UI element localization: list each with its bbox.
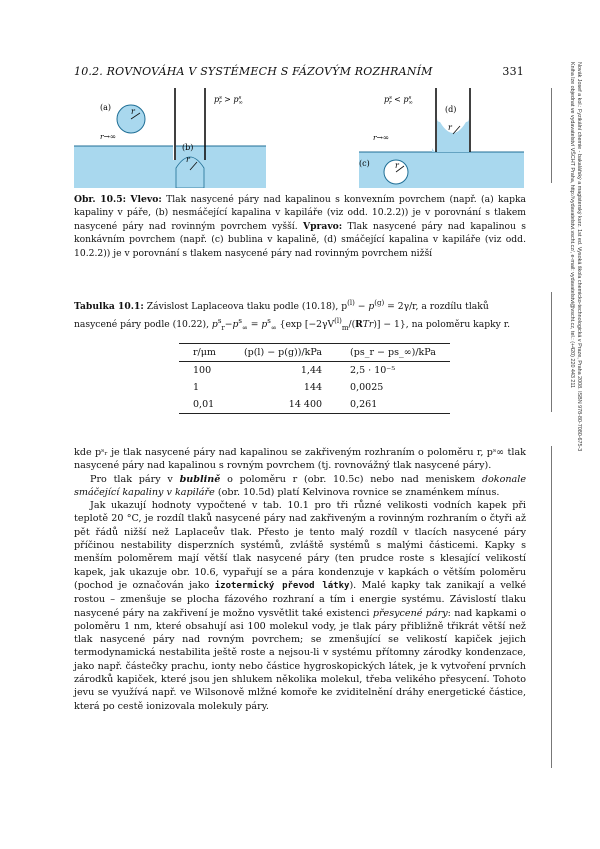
label-a: (a) (100, 103, 112, 112)
citation-line-1: Novák Josef a kol.: Fyzikální chemie - bakalářský a magisterský kurz. 1st ed. Vysoká škola chemicko-technologická v Praze, Praha 2008. ISBN 978-80-7080-675-3 (576, 62, 582, 452)
table-cell: 0,0025 (350, 382, 384, 393)
caption-left-text: Tlak nasycené páry nad kapalinou s konvexním povrchem (např. (a) kapka kapaliny v páře, (b) nesmáčející kapalina v kapiláře (viz odd. 10.2.2)) je v porovnání s tlakem nasycené páry nad rovinným povrchem vyšší. (74, 194, 527, 232)
table-cell: 1 (193, 382, 200, 393)
p2-text: o poloměru r (obr. 10.5c) nebo nad meniskem (220, 473, 482, 485)
table-header-row (179, 344, 450, 362)
table-row (179, 362, 450, 380)
body-text (74, 446, 526, 713)
table-cell: 2,5 · 10⁻⁵ (350, 365, 396, 376)
p3-text: Jak ukazují hodnoty vypočtené v tab. 10.1 pro tři různé velikosti vodních kapek při teplotě 20 °C, je rozdíl tlaků nasycené páry nad zakřiveným a rovinným rozhraním o čtyři až pět řádů nižší než Laplaceův tlak. Přesto je tento malý rozdíl v tlacích nasycené páry příčinou nestability disperzních systémů, zvláště systémů s malými částicemi. Kapky s menším poloměrem mají větší tlak nasycené páry (ten prudce roste s klesající velikostí kapek, jak ukazuje obr. 10.6, vypařují se a pára kondenzuje v kapkách o větším poloměru (pochod je označován jako (74, 500, 526, 591)
left-r-infinity: r→∞ (100, 132, 117, 141)
capillary-d-liquid (437, 118, 469, 152)
caption-right-bold: Vpravo: (302, 220, 343, 232)
right-pressure-relation: $p^s$ $r < p^s$ ∞ (384, 95, 413, 106)
table-cell: 100 (193, 365, 212, 376)
table-cell: 14 400 (230, 396, 336, 414)
label-d: (d) (445, 105, 457, 114)
caption-left-bold: Vlevo: (130, 194, 162, 205)
drop-r-label: r (131, 107, 135, 116)
meniscus-b-r: r (186, 155, 190, 164)
paragraph-2 (74, 473, 526, 500)
left-pressure-relation: $p^s$ $r > p^s$ ∞ (214, 95, 243, 106)
p2-text: (obr. 10.5d) platí Kelvinova rovnice se znaménkem mínus. (214, 486, 500, 498)
table-row (179, 396, 450, 414)
caption-right-text: Tlak nasycené páry nad kapalinou s konkávním povrchem (např. (c) bublina v kapalině, (d) smáčející kapalina v kapiláře (viz odd. 10.2.2)) je v porovnání s tlakem nasycené páry nad rovinným povrchem nižší (74, 220, 526, 259)
caption-label: Obr. 10.5: (74, 194, 127, 205)
bubble-r: r (395, 161, 399, 170)
running-header (74, 65, 524, 78)
citation-sidebar (570, 62, 582, 782)
table-row (179, 379, 450, 396)
p2-capillary: dokonale smáčející kapaliny v kapiláře (74, 473, 526, 498)
figure-caption (74, 193, 526, 260)
figure-drawing (74, 88, 524, 188)
table-header-vapor: (ps_r − ps_∞)/kPa (336, 344, 450, 362)
table-10-1 (179, 343, 450, 414)
p2-text: Pro tlak páry v (90, 473, 180, 485)
citation-text (569, 62, 582, 451)
table-caption-label: Tabulka 10.1: (74, 301, 144, 313)
left-liquid-pool (74, 146, 266, 188)
table-caption-text2: = 2γ/r, a rozdílu tlaků nasycené páry podle (10.22), (74, 301, 489, 331)
page-number: 331 (502, 65, 524, 78)
margin-bar-table (551, 292, 552, 412)
table-header-laplace: (p(l) − p(g))/kPa (230, 344, 336, 362)
p3-text: ). Malé kapky tak zanikají a velké rostou – zmenšuje se plocha fázového rozhraní a tím i energie systému. Závislostí tlaku nasycené páry na zakřivení je možno vysvětlit také existenci (74, 579, 527, 619)
margin-bar-figure (551, 88, 552, 183)
p3-text: : nad kapkami o poloměru 1 nm, které obsahují asi 100 molekul vody, je tlak páry přibližně třikrát větší než tlak nasycené páry nad rovným povrchem; se zmenšující se velikostí kapiček jejich termodynamická nestabilita ještě roste a nejsou-li v systému přítomny zárodky kondenzace, jako např. částečky prachu, ionty nebo částice hygroskopických látek, je k vytvoření prvních zárodků kapiček, které jsou jen shlukem několika molekul, třeba velikého přesycení. Tohoto jevu se využívá např. ve Wilsonově mlžné komoře ke zviditelnění dráhy energetické částice, která po cestě ionizovala molekuly páry. (74, 607, 526, 712)
table-header-r: r/μm (179, 344, 230, 362)
p3-supersaturated: přesycené páry (372, 607, 448, 619)
p2-bubble: bublině (179, 473, 221, 485)
table-cell: 0,01 (179, 396, 230, 414)
right-r-infinity: r→∞ (373, 133, 390, 142)
table-caption-text1: Závislost Laplaceova tlaku podle (10.18), p (143, 301, 348, 313)
section-title: 10.2. ROVNOVÁHA V SYSTÉMECH S FÁZOVÝM ROZHRANÍM (74, 65, 433, 78)
paragraph-1: kde pˢᵣ je tlak nasycené páry nad kapalinou se zakřiveným rozhraním o poloměru r, pˢ∞ tlak nasycené páry nad kapalinou s rovným povrchem (tj. rovnovážný tlak nasycené páry). (74, 447, 526, 472)
paragraph-3 (74, 499, 526, 713)
label-b: (b) (182, 143, 194, 152)
citation-line-2: Kniha lze objednat ve vydavatelství VŠCHT Praha, http://vydavatelstvi.vscht.cz/, e-mail: vydavatelstvi@vscht.cz, tel.: (+420) 220 443 211 (569, 62, 576, 389)
p3-highlight: izotermický převod látky (214, 580, 350, 591)
meniscus-d-r: r (448, 123, 452, 132)
label-c: (c) (359, 159, 370, 168)
margin-bar-body (551, 446, 552, 768)
table-caption: Tabulka 10.1: Závislost Laplaceova tlaku podle (10.18), $p^{(l)} - p^{(g)} = 2\gamma/r$, a rozdílu tlaků nasycené páry podle (10.22), $p^s_r-p^s_\infty = p^s_\infty$ {exp $[-2\gamma V^{(l)}_m/(RTr)] - 1$}, na poloměru kapky r. (74, 299, 511, 332)
table-cell: 144 (303, 382, 323, 393)
table-cell: 1,44 (300, 365, 323, 376)
figure-10-5 (74, 88, 524, 188)
table-caption-text3: , na poloměru kapky r. (405, 319, 511, 331)
table-cell: 0,261 (336, 396, 450, 414)
